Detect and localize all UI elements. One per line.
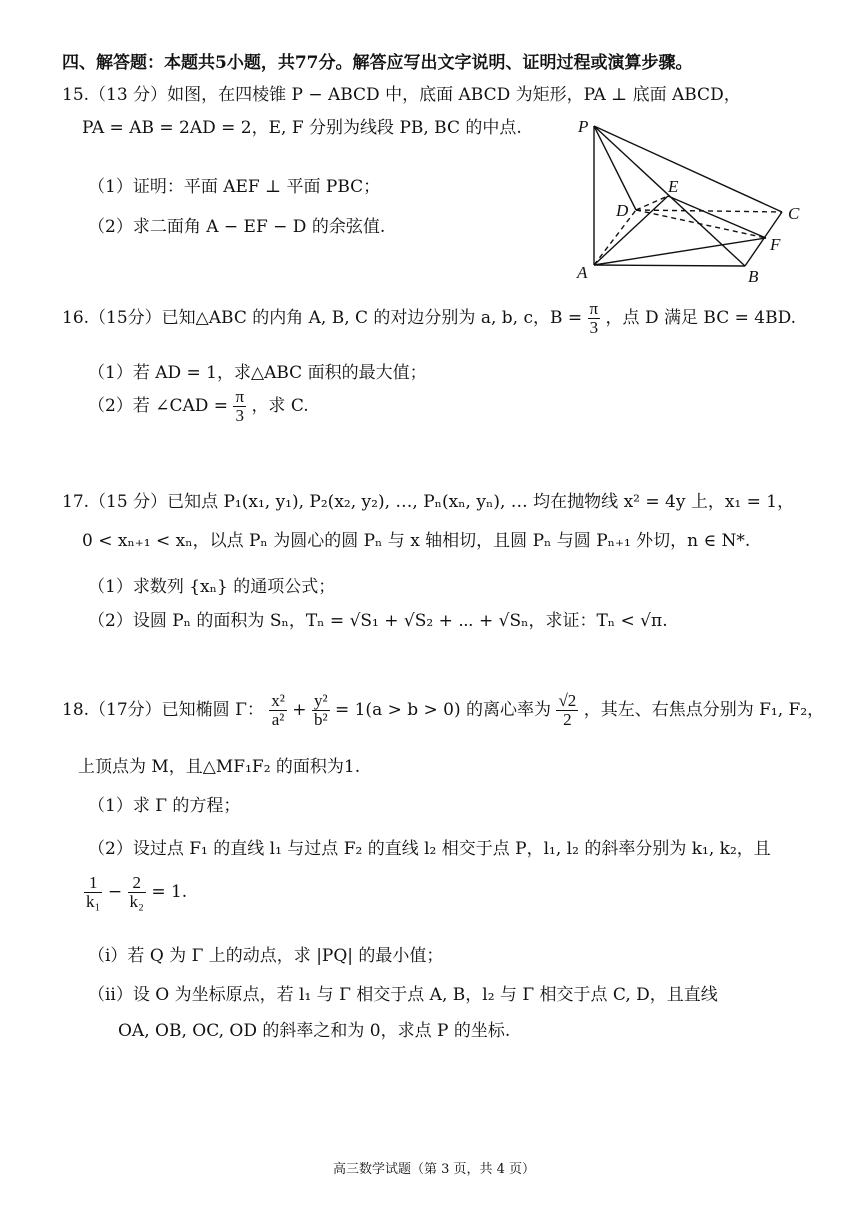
q17-part1: （1）求数列 {xₙ} 的通项公式； [88,577,336,597]
q18-sub1: （i）若 Q 为 Γ 上的动点，求 |PQ| 的最小值； [88,946,444,966]
q18-plus: + [292,699,307,720]
q18-sub2: （ii）设 O 为坐标原点，若 l₁ 与 Γ 相交于点 A, B，l₂ 与 Γ 相交于点 C, D，且直线 [88,985,718,1005]
q18-f3-num: √2 [558,691,577,710]
q18-cond-frac1 [84,874,102,911]
q18-part1: （1）求 Γ 的方程； [88,796,241,816]
q16-p2-post: ，求 C. [251,395,309,416]
q16-part1: （1）若 AD = 1，求△ABC 面积的最大值； [88,363,427,383]
q16-frac-den: 3 [589,317,599,337]
q16-line1 [62,300,796,337]
pyramid-figure [570,112,820,290]
q18-part2: （2）设过点 F₁ 的直线 l₁ 与过点 F₂ 的直线 l₂ 相交于点 P，l₁, l₂ 的斜率分别为 k₁, k₂，且 [88,839,771,859]
q16-p2-num: π [235,387,245,406]
q18-f2-num: y² [313,691,328,710]
label-c: C [788,204,800,223]
q16-p2-pre: （2）若 ∠CAD = [88,395,229,416]
q18-c-num1: 1 [84,874,102,893]
q18-f1-den: a² [271,709,285,729]
q15-line2: PA = AB = 2AD = 2，E, F 分别为线段 PB, BC 的中点. [82,118,522,138]
q18-frac-y [312,692,330,729]
q18-f2-den: b² [313,709,328,729]
q15-part1: （1）证明：平面 AEF ⊥ 平面 PBC； [88,177,381,197]
label-e: E [668,177,679,196]
q18-sub2-cont: OA, OB, OC, OD 的斜率之和为 0，求点 P 的坐标. [118,1021,511,1041]
label-f: F [770,235,781,254]
q18-line1 [62,692,824,729]
q16-p2-den: 3 [235,405,244,425]
page-footer: 高三数学试题（第 3 页，共 4 页） [332,1162,536,1177]
label-p: P [578,117,589,136]
q18-post: ，其左、右焦点分别为 F₁, F₂， [583,699,825,720]
q18-c-den2: k₂ [129,891,144,911]
q18-f1-num: x² [271,691,285,710]
q15-line1: 15.（13 分）如图，在四棱锥 P − ABCD 中，底面 ABCD 为矩形，PA ⊥ 底面 ABCD， [62,85,741,105]
q17-line2: 0 < xₙ₊₁ < xₙ，以点 Pₙ 为圆心的圆 Pₙ 与 x 轴相切，且圆 Pₙ 与圆 Pₙ₊₁ 外切，n ∈ N*. [82,531,751,551]
q16-pre: 16.（15分）已知△ABC 的内角 A, B, C 的对边分别为 a, b, c，B = [62,307,583,328]
q16-part2 [88,388,309,425]
section-header: 四、解答题：本题共5小题，共77分。解答应写出文字说明、证明过程或演算步骤。 [62,53,693,73]
q18-condition [84,874,187,911]
q16-post: ，点 D 满足 BC = 4BD. [605,307,796,328]
q18-cond-eq: = 1. [151,881,188,902]
q18-frac-x [269,692,287,729]
q18-cond-frac2 [128,874,146,911]
q18-minus: − [107,881,123,902]
q18-frac-ecc [556,692,578,729]
q18-line2: 上顶点为 M，且△MF₁F₂ 的面积为1. [78,757,361,777]
q18-f3-den: 2 [563,709,572,729]
q17-part2: （2）设圆 Pₙ 的面积为 Sₙ，Tₙ = √S₁ + √S₂ + ⋯ + √Sₙ，求证：Tₙ < √π. [88,611,668,631]
label-a: A [577,263,588,282]
q18-c-num2: 2 [128,874,146,893]
q16-fraction [588,300,601,337]
q16-frac-num: π [589,299,599,318]
q18-pre: 18.（17分）已知椭圆 Γ： [62,699,264,720]
q18-mid: = 1(a > b > 0) 的离心率为 [334,699,552,720]
q16-p2-fraction [233,388,246,425]
q18-c-den1: k₁ [86,891,101,911]
label-d: D [616,201,629,220]
q17-line1: 17.（15 分）已知点 P₁(x₁, y₁), P₂(x₂, y₂), …, Pₙ(xₙ, yₙ), … 均在抛物线 x² = 4y 上，x₁ = 1， [62,492,795,512]
label-b: B [748,267,759,286]
q15-part2: （2）求二面角 A − EF − D 的余弦值. [88,217,386,237]
